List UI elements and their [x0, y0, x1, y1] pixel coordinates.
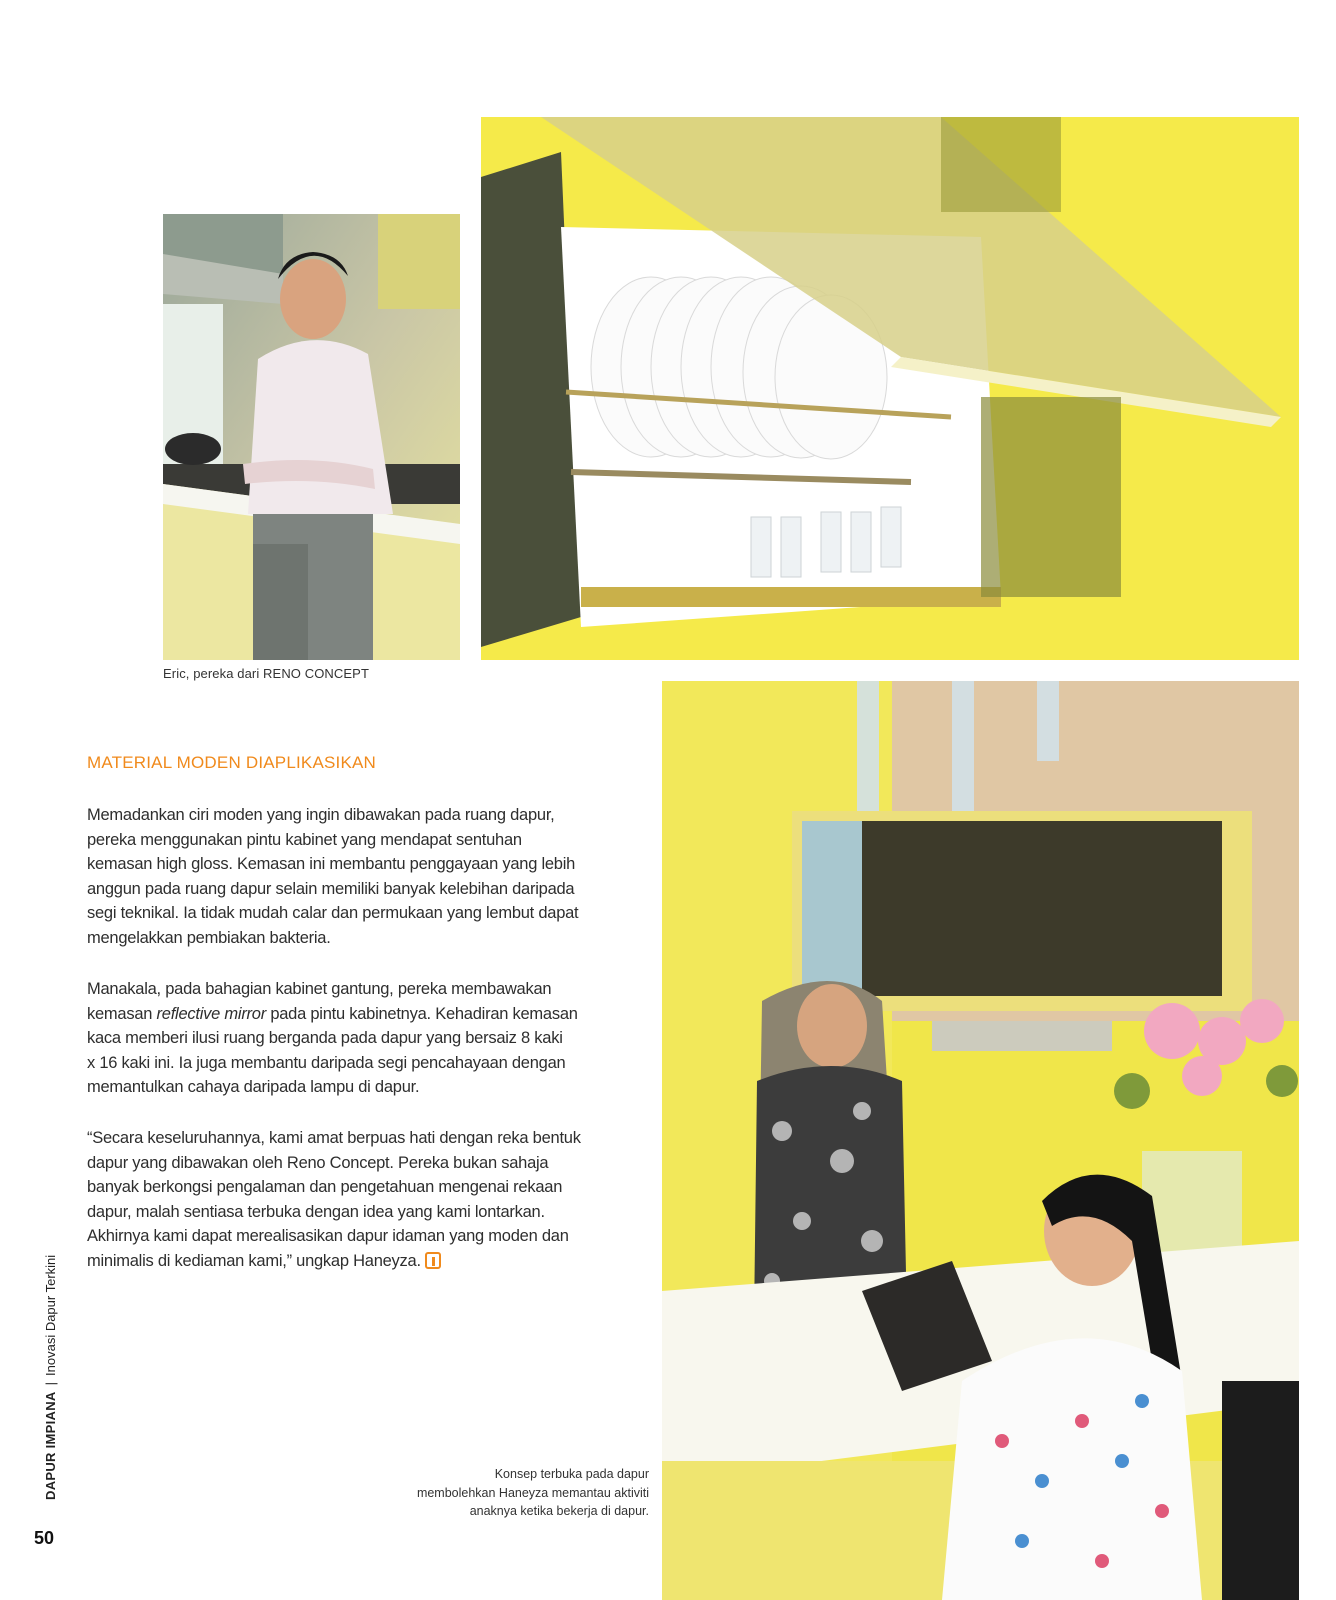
paragraph-line: kemasan high gloss. Kemasan ini membantu penggayaan yang lebih [87, 855, 576, 874]
page-number: 50 [34, 1528, 55, 1548]
text-run: kemasan [87, 1004, 157, 1023]
paragraph-line: Akhirnya kami dapat merealisasikan dapur idaman yang moden dan [87, 1227, 569, 1246]
paragraph-line: segi teknikal. Ia tidak mudah calar dan permukaan yang lembut dapat [87, 904, 579, 923]
portrait-caption: Eric, pereka dari RENO CONCEPT [163, 666, 369, 681]
caption-line: anaknya ketika bekerja di dapur. [469, 1504, 649, 1518]
paragraph-line: pereka menggunakan pintu kabinet yang mendapat sentuhan [87, 830, 522, 849]
family-photo-caption [417, 1465, 649, 1521]
title-separator: | [43, 1381, 58, 1386]
paragraph-line: kaca memberi ilusi ruang berganda pada dapur yang bersaiz 8 kaki [87, 1029, 563, 1048]
italic-term: reflective mirror [156, 1004, 266, 1023]
paragraph-line: mengelakkan pembiakan bakteria. [87, 928, 331, 947]
caption-line: Konsep terbuka pada dapur [494, 1467, 649, 1481]
paragraph-line: anggun pada ruang dapur selain memiliki banyak kelebihan daripada [87, 879, 575, 898]
end-of-article-icon [425, 1252, 441, 1269]
kitchen-family-photo [662, 681, 1299, 1600]
wall-cabinet-photo [481, 117, 1299, 660]
section-name: Inovasi Dapur Terkini [43, 1254, 58, 1376]
paragraph-line: x 16 kaki ini. Ia juga membantu daripada segi pencahayaan dengan [87, 1053, 566, 1072]
paragraph-line: Memadankan ciri moden yang ingin dibawakan pada ruang dapur, [87, 806, 555, 824]
text-run: pada pintu kabinetnya. Kehadiran kemasan [265, 1004, 578, 1023]
paragraph-line: dapur yang dibawakan oleh Reno Concept. Pereka bukan sahaja [87, 1153, 549, 1172]
paragraph-line: banyak berkongsi pengalaman dan pengetahuan mengenai rekaan [87, 1178, 563, 1197]
paragraph-line [87, 1002, 612, 1027]
paragraph-line: Manakala, pada bahagian kabinet gantung, pereka membawakan [87, 980, 552, 998]
paragraph-line: memantulkan cahaya daripada lampu di dapur. [87, 1078, 420, 1097]
paragraph-line: “Secara keseluruhannya, kami amat berpuas hati dengan reka bentuk [87, 1129, 581, 1147]
paragraph-line [87, 1249, 612, 1274]
article-paragraph-2 [87, 977, 612, 1100]
article-paragraph-3 [87, 1126, 612, 1274]
designer-portrait-photo [163, 214, 460, 660]
magazine-running-title [43, 1255, 58, 1500]
caption-line: membolehkan Haneyza memantau aktiviti [416, 1485, 649, 1500]
article-paragraph-1 [87, 803, 612, 951]
paragraph-line: dapur, malah sentiasa terbuka dengan idea yang kami lontarkan. [87, 1202, 545, 1221]
text-run: minimalis di kediaman kami,” ungkap Haneyza. [87, 1251, 421, 1270]
magazine-name: DAPUR IMPIANA [43, 1391, 58, 1500]
article-heading: MATERIAL MODEN DIAPLIKASIKAN [87, 753, 376, 772]
